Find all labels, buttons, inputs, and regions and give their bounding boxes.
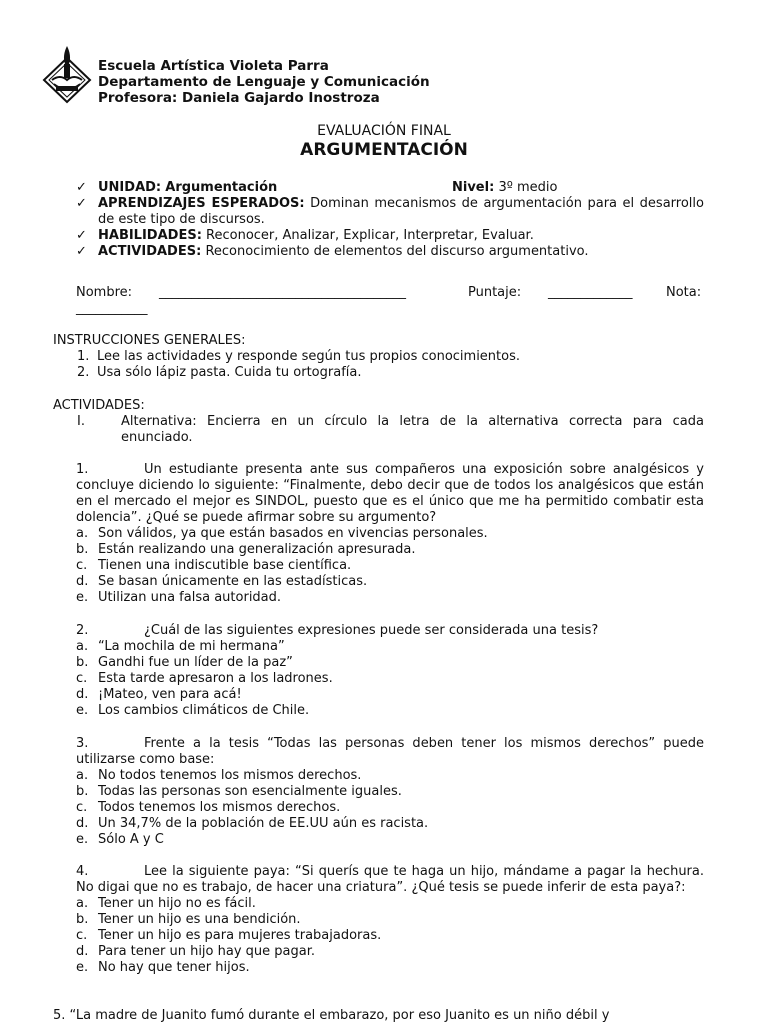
activities-title: ACTIVIDADES:	[53, 398, 145, 413]
option-letter: e.	[76, 703, 89, 718]
option-d[interactable]	[76, 816, 704, 832]
option-text: Todas las personas son esencialmente iguales.	[98, 784, 402, 799]
option-c[interactable]	[76, 928, 704, 944]
option-text: Están realizando una generalización apresurada.	[98, 542, 416, 557]
puntaje-label: Puntaje:	[468, 285, 522, 300]
option-b[interactable]	[76, 655, 704, 671]
nivel-value: 3º medio	[498, 180, 558, 195]
question-number: 3.	[76, 736, 89, 751]
activities-section	[53, 398, 704, 446]
option-text: Un 34,7% de la población de EE.UU aún es racista.	[98, 816, 429, 831]
exam-subtitle: EVALUACIÓN FINAL	[317, 123, 451, 139]
habilidades-label: HABILIDADES:	[98, 228, 202, 243]
option-letter: e.	[76, 960, 89, 975]
document-header	[42, 42, 462, 110]
unidad-label: UNIDAD:	[98, 180, 162, 195]
checkmark-icon: ✓	[76, 196, 87, 211]
option-text: Sólo A y C	[98, 832, 164, 847]
question-1	[76, 462, 704, 606]
option-c[interactable]	[76, 671, 704, 687]
option-text: Tener un hijo es una bendición.	[98, 912, 301, 927]
option-letter: a.	[76, 768, 89, 783]
nombre-label: Nombre:	[76, 285, 133, 300]
question-4	[76, 864, 704, 976]
exam-title: ARGUMENTACIÓN	[300, 140, 468, 160]
habilidades-value: Reconocer, Analizar, Explicar, Interpretar, Evaluar.	[206, 228, 534, 243]
option-text: No hay que tener hijos.	[98, 960, 250, 975]
option-d[interactable]	[76, 574, 704, 590]
option-letter: d.	[76, 574, 89, 589]
question-5-text: 5. “La madre de Juanito fumó durante el embarazo, por eso Juanito es un niño débil y	[53, 1008, 610, 1023]
instructions-list	[53, 349, 704, 381]
option-letter: b.	[76, 912, 89, 927]
option-b[interactable]	[76, 784, 704, 800]
question-body: Lee la siguiente paya: “Si querís que te haga un hijo, mándame a pagar la hechura. No digai que no es trabajo, de hacer una criatura”. ¿Qué tesis se puede inferir de esta paya?:	[76, 864, 704, 895]
question-3	[76, 736, 704, 848]
nivel-field	[452, 180, 557, 196]
question-text	[76, 736, 704, 768]
unidad-value: Argumentación	[165, 180, 278, 195]
option-a[interactable]	[76, 768, 704, 784]
question-body: Un estudiante presenta ante sus compañeros una exposición sobre analgésicos y concluye diciendo lo siguiente: “Finalmente, debo decir que de todos los analgésicos que están en el mercado el mejor es SINDOL, puesto que es el único que me ha permitido combatir esta dolencia”. ¿Qué se puede afirmar sobre su argumento?	[76, 462, 704, 525]
option-b[interactable]	[76, 542, 704, 558]
option-letter: a.	[76, 639, 89, 654]
question-number: 2.	[76, 623, 89, 638]
option-letter: e.	[76, 590, 89, 605]
option-c[interactable]	[76, 558, 704, 574]
option-letter: d.	[76, 687, 89, 702]
actividades-value: Reconocimiento de elementos del discurso argumentativo.	[205, 244, 589, 259]
school-name: Escuela Artística Violeta Parra	[98, 58, 329, 74]
list-item	[77, 365, 704, 381]
exam-info-list	[76, 180, 704, 260]
item-number: 2.	[77, 365, 90, 380]
option-a[interactable]	[76, 896, 704, 912]
question-body: Frente a la tesis “Todas las personas deben tener los mismos derechos” puede utilizarse como base:	[76, 736, 704, 767]
option-a[interactable]	[76, 639, 704, 655]
option-text: Tener un hijo es para mujeres trabajadoras.	[98, 928, 382, 943]
checkmark-icon: ✓	[76, 180, 87, 195]
option-b[interactable]	[76, 912, 704, 928]
question-text	[76, 462, 704, 526]
option-letter: a.	[76, 526, 89, 541]
unidad-row	[76, 180, 704, 196]
option-e[interactable]	[76, 590, 704, 606]
option-a[interactable]	[76, 526, 704, 542]
option-c[interactable]	[76, 800, 704, 816]
option-letter: c.	[76, 800, 88, 815]
aprendizajes-row	[76, 196, 704, 228]
nota-blank[interactable]: ___________	[76, 301, 148, 316]
option-letter: c.	[76, 558, 88, 573]
option-e[interactable]	[76, 703, 704, 719]
option-text: Utilizan una falsa autoridad.	[98, 590, 282, 605]
habilidades-row	[76, 228, 704, 244]
option-d[interactable]	[76, 944, 704, 960]
option-letter: c.	[76, 671, 88, 686]
student-fields	[76, 285, 704, 319]
school-logo-icon	[42, 44, 92, 106]
option-text: Gandhi fue un líder de la paz”	[98, 655, 293, 670]
option-text: Se basan únicamente en las estadísticas.	[98, 574, 368, 589]
question-body: ¿Cuál de las siguientes expresiones puede ser considerada una tesis?	[144, 623, 599, 638]
option-letter: c.	[76, 928, 88, 943]
option-text: Los cambios climáticos de Chile.	[98, 703, 310, 718]
option-d[interactable]	[76, 687, 704, 703]
question-number: 4.	[76, 864, 89, 879]
option-text: Tienen una indiscutible base científica.	[98, 558, 352, 573]
section-number: I.	[77, 414, 85, 429]
question-text	[76, 864, 704, 896]
aprendizajes-label: APRENDIZAJES ESPERADOS:	[98, 196, 305, 211]
option-text: Son válidos, ya que están basados en vivencias personales.	[98, 526, 488, 541]
option-letter: e.	[76, 832, 89, 847]
option-letter: a.	[76, 896, 89, 911]
instructions-section	[53, 333, 704, 381]
checkmark-icon: ✓	[76, 244, 87, 259]
question-number: 1.	[76, 462, 89, 477]
actividades-row	[76, 244, 704, 260]
option-text: No todos tenemos los mismos derechos.	[98, 768, 362, 783]
option-e[interactable]	[76, 960, 704, 976]
puntaje-blank[interactable]: _____________	[548, 285, 633, 300]
option-text: Para tener un hijo hay que pagar.	[98, 944, 316, 959]
department-name: Departamento de Lenguaje y Comunicación	[98, 74, 430, 90]
item-number: 1.	[77, 349, 90, 364]
option-text: ¡Mateo, ven para acá!	[98, 687, 242, 702]
option-letter: d.	[76, 816, 89, 831]
list-item	[77, 349, 704, 365]
option-e[interactable]	[76, 832, 704, 848]
section-text: Alternativa: Encierra en un círculo la letra de la alternativa correcta para cada enunciado.	[121, 414, 704, 445]
checkmark-icon: ✓	[76, 228, 87, 243]
activity-alternativa	[77, 414, 704, 446]
question-text	[76, 623, 704, 639]
option-letter: b.	[76, 784, 89, 799]
option-text: Tener un hijo no es fácil.	[98, 896, 256, 911]
option-text: Esta tarde apresaron a los ladrones.	[98, 671, 333, 686]
option-text: Todos tenemos los mismos derechos.	[98, 800, 341, 815]
option-text: “La mochila de mi hermana”	[98, 639, 285, 654]
question-2	[76, 623, 704, 719]
school-info	[98, 58, 430, 106]
option-letter: b.	[76, 655, 89, 670]
nivel-label: Nivel:	[452, 180, 495, 195]
aprendizajes-value: Dominan mecanismos de argumentación para el desarrollo de este tipo de discursos.	[98, 196, 704, 227]
nota-label: Nota:	[666, 285, 702, 300]
actividades-label: ACTIVIDADES:	[98, 244, 202, 259]
instructions-title: INSTRUCCIONES GENERALES:	[53, 333, 246, 348]
item-text: Lee las actividades y responde según tus propios conocimientos.	[97, 349, 520, 364]
item-text: Usa sólo lápiz pasta. Cuida tu ortografía.	[97, 365, 362, 380]
option-letter: b.	[76, 542, 89, 557]
teacher-name: Profesora: Daniela Gajardo Inostroza	[98, 90, 380, 106]
option-letter: d.	[76, 944, 89, 959]
nombre-blank[interactable]: ______________________________________	[159, 285, 406, 300]
